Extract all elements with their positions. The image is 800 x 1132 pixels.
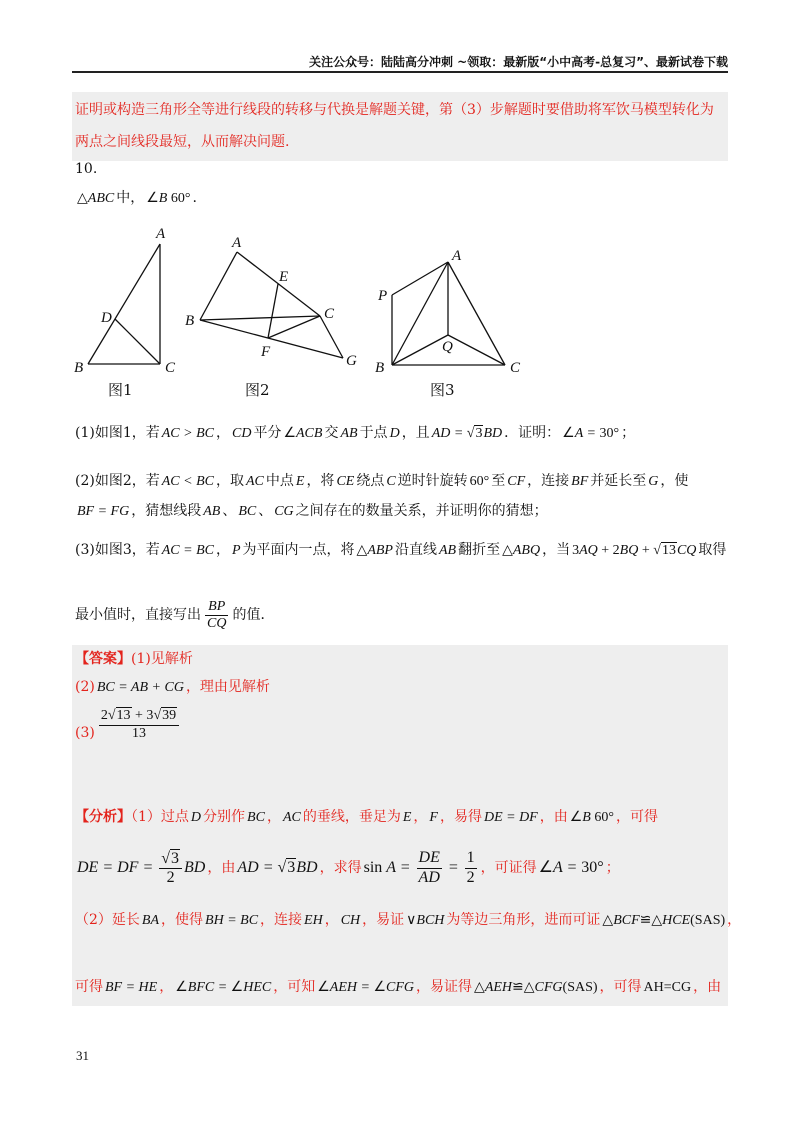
text-run: ，可知 xyxy=(273,979,316,995)
math-symbol: ∠ xyxy=(317,980,330,995)
math-text: B xyxy=(158,191,171,206)
text-run: ， xyxy=(413,809,428,825)
segment-ab xyxy=(200,252,237,320)
math-symbol: 30° xyxy=(581,859,604,876)
text-run: (3)如图3，若 xyxy=(75,542,160,558)
math-expression xyxy=(600,913,727,928)
math-text: DE = DF = xyxy=(77,859,158,876)
point-label-g: G xyxy=(346,353,357,369)
text-run: ， xyxy=(215,425,230,441)
math-text: BC xyxy=(238,504,257,519)
fraction-denominator xyxy=(159,868,182,887)
answer-line-2 xyxy=(75,676,725,698)
math-text: AC xyxy=(245,474,264,489)
radicand: 39 xyxy=(162,708,177,724)
math-text: = xyxy=(443,859,463,876)
math-text: EH xyxy=(304,913,323,928)
text-run: ， xyxy=(727,912,742,928)
answer-line-3 xyxy=(75,708,725,760)
math-text: CFG xyxy=(534,980,563,995)
math-symbol: 13 xyxy=(131,726,146,741)
text-run: . xyxy=(192,190,197,206)
math-expression xyxy=(338,426,359,441)
math-expression xyxy=(339,913,362,928)
math-expression xyxy=(281,426,324,441)
text-run: ，求得 xyxy=(319,860,362,876)
math-text: CE xyxy=(336,474,355,489)
math-symbol: ≌△ xyxy=(639,913,663,928)
math-symbol: 60° xyxy=(469,474,490,489)
math-text: BCH xyxy=(416,913,445,928)
math-text: AC < BC xyxy=(161,474,214,489)
analysis-line-4 xyxy=(75,976,725,998)
math-symbol: ∠ xyxy=(230,980,244,995)
problem-given xyxy=(75,187,725,209)
radicand: 13 xyxy=(116,708,131,724)
math-text: ABC xyxy=(87,191,115,206)
text-run: （2）延长 xyxy=(75,912,140,928)
text-run: (3) xyxy=(75,725,95,741)
question-2-line-1 xyxy=(75,470,725,492)
math-expression xyxy=(189,810,203,825)
point-label-a: A xyxy=(232,235,242,251)
text-run: 取得 xyxy=(698,542,727,558)
text-run: 交 xyxy=(324,425,339,441)
fraction-numerator xyxy=(465,849,477,867)
math-text: ABP xyxy=(367,543,393,558)
math-text: BD xyxy=(483,426,503,441)
math-text: AD = xyxy=(237,859,278,876)
analysis-line-1 xyxy=(75,806,725,828)
text-run: 分别作 xyxy=(203,809,246,825)
text-run: 翻折至 xyxy=(458,542,501,558)
math-expression xyxy=(568,810,616,825)
math-expression xyxy=(334,474,356,489)
math-text: AC xyxy=(282,810,301,825)
text-run: 可得 xyxy=(75,979,103,995)
math-text: D xyxy=(389,426,400,441)
math-expression xyxy=(75,504,131,519)
page-number: 31 xyxy=(76,1048,89,1063)
math-expression xyxy=(404,913,446,928)
math-expression xyxy=(537,859,606,876)
math-text: ABQ xyxy=(512,543,541,558)
math-text: E xyxy=(295,474,305,489)
math-symbol: 3 xyxy=(572,543,580,558)
math-expression xyxy=(230,543,243,558)
text-run: 最小值时，直接写出 xyxy=(75,607,201,623)
fraction-denominator xyxy=(465,868,477,887)
text-run: ，由 xyxy=(693,979,722,995)
radical-sign-icon xyxy=(653,543,661,558)
math-expression xyxy=(500,543,542,558)
math-expression xyxy=(468,474,492,489)
math-text: AQ xyxy=(579,543,598,558)
math-expression xyxy=(140,913,161,928)
text-run: 的垂线，垂足为 xyxy=(302,809,401,825)
math-symbol: + xyxy=(638,543,654,558)
radical-sign-icon xyxy=(277,859,286,876)
math-text: BP xyxy=(208,599,226,615)
math-expression xyxy=(281,810,303,825)
math-symbol: ≌△ xyxy=(512,980,535,995)
math-symbol: AH=CG xyxy=(643,980,692,995)
text-run: ，可得 xyxy=(599,979,642,995)
math-expression xyxy=(230,426,253,441)
math-symbol: 2 xyxy=(100,708,108,724)
math-expression xyxy=(201,504,222,519)
math-text: AEH = xyxy=(329,980,374,995)
point-label-c: C xyxy=(165,360,176,376)
math-text: BD xyxy=(296,859,318,876)
math-symbol: △ xyxy=(502,543,513,558)
section-label: 【答案】 xyxy=(75,651,131,667)
math-text: A = xyxy=(386,859,415,876)
math-text: AD = xyxy=(431,426,467,441)
math-expression xyxy=(430,426,504,441)
math-text: CG xyxy=(274,504,294,519)
math-expression xyxy=(569,474,590,489)
math-text: CQ xyxy=(676,543,697,558)
math-text: DE = DF xyxy=(483,810,538,825)
math-expression xyxy=(160,543,216,558)
math-text: AC > BC xyxy=(161,426,214,441)
math-text: HCE xyxy=(662,913,691,928)
math-text: BF xyxy=(571,474,589,489)
math-symbol: 2 xyxy=(166,869,175,887)
math-expression xyxy=(201,599,232,632)
math-text: CH xyxy=(340,913,361,928)
math-text: CD xyxy=(231,426,252,441)
text-run: (2) xyxy=(75,679,95,695)
math-symbol: (SAS) xyxy=(690,913,726,928)
math-text: BC xyxy=(247,810,265,825)
text-run: 逆时针旋转 xyxy=(397,473,468,489)
text-run: ； xyxy=(621,425,636,441)
figure-1 xyxy=(74,226,176,399)
square-root xyxy=(653,543,677,560)
math-text: AEH xyxy=(484,980,513,995)
segment-bg xyxy=(200,320,343,358)
math-symbol: ∠ xyxy=(175,980,188,995)
math-symbol: 60° xyxy=(594,810,614,825)
math-text: B xyxy=(582,810,595,825)
math-text: ACB xyxy=(296,426,323,441)
problem-number: 10. xyxy=(75,161,98,177)
segment-cg xyxy=(320,316,343,358)
segment-ab xyxy=(88,244,160,364)
math-symbol: ∠ xyxy=(538,859,554,876)
math-expression xyxy=(388,426,402,441)
math-text: D xyxy=(190,810,202,825)
text-run: ，将 xyxy=(306,473,335,489)
text-run: ，连接 xyxy=(527,473,570,489)
text-run: 中， xyxy=(116,190,145,206)
text-run: (1)如图1，若 xyxy=(75,425,160,441)
fraction-numerator xyxy=(417,849,442,867)
figure-caption: 图2 xyxy=(245,381,270,399)
math-symbol: ∠ xyxy=(373,980,387,995)
math-symbol: + 3 xyxy=(131,708,154,724)
math-expression xyxy=(244,474,266,489)
math-expression xyxy=(437,543,458,558)
point-label-f: F xyxy=(261,344,271,360)
math-text: AC = BC xyxy=(161,543,214,558)
figure-caption: 图1 xyxy=(108,381,133,399)
text-run: (1)见解析 xyxy=(131,651,193,667)
text-run: 至 xyxy=(491,473,506,489)
math-symbol: ∠ xyxy=(562,426,575,441)
fraction-numerator xyxy=(205,599,228,615)
math-expression xyxy=(315,980,416,995)
math-expression xyxy=(294,474,307,489)
math-text: HEC xyxy=(243,980,272,995)
math-text: BF = FG xyxy=(77,504,130,519)
text-run: ，使得 xyxy=(161,912,204,928)
math-symbol: + 2 xyxy=(597,543,620,558)
math-expression xyxy=(272,504,295,519)
text-run: ， xyxy=(324,912,339,928)
math-text: BH = BC xyxy=(205,913,259,928)
math-text: F xyxy=(429,810,438,825)
point-label-q: Q xyxy=(442,339,453,355)
square-root xyxy=(467,426,484,443)
math-symbol: (SAS) xyxy=(562,980,598,995)
math-text: A = xyxy=(574,426,600,441)
radicand: 13 xyxy=(661,543,676,558)
math-symbol: △ xyxy=(474,980,485,995)
segment-cf xyxy=(268,316,320,338)
text-run: 绕点 xyxy=(356,473,385,489)
analysis-line-3 xyxy=(75,909,742,931)
text-run: ，由 xyxy=(539,809,568,825)
math-text: A = xyxy=(553,859,582,876)
text-run: ； xyxy=(605,860,620,876)
math-symbol: 1 xyxy=(466,849,475,867)
square-root xyxy=(161,849,180,868)
math-text: BF = HE xyxy=(105,980,158,995)
header-banner: 关注公众号：陆陆高分冲刺 ~领取：最新版“小中高考-总复习”、最新试卷下载 xyxy=(309,55,728,69)
radicand: 3 xyxy=(475,426,483,441)
math-expression xyxy=(570,543,698,558)
figure-2 xyxy=(185,235,357,399)
math-symbol: △ xyxy=(602,913,614,928)
fraction xyxy=(465,849,477,887)
math-text: G xyxy=(648,474,659,489)
math-text: C xyxy=(386,474,396,489)
point-label-c: C xyxy=(324,306,335,322)
point-label-d: D xyxy=(101,310,112,326)
math-symbol: ∨ xyxy=(406,913,417,928)
math-text: BCF xyxy=(613,913,640,928)
text-run: ，易证得 xyxy=(416,979,473,995)
math-symbol: ∠ xyxy=(569,810,583,825)
math-expression xyxy=(95,708,183,741)
point-label-p: P xyxy=(378,288,388,304)
math-expression xyxy=(235,859,319,876)
math-expression xyxy=(646,474,660,489)
segment-bc xyxy=(200,316,320,320)
text-run: 平分 xyxy=(253,425,282,441)
math-expression xyxy=(560,426,621,441)
math-expression xyxy=(482,810,540,825)
note-line-2: 两点之间线段最短，从而解决问题. xyxy=(75,134,290,150)
math-text: CQ xyxy=(207,616,227,632)
text-run: 并延长至 xyxy=(590,473,647,489)
point-label-a: A xyxy=(452,248,462,264)
fraction-denominator xyxy=(99,725,179,742)
text-run: (2)如图2，若 xyxy=(75,473,160,489)
figure-caption: 图3 xyxy=(430,381,455,399)
fraction xyxy=(417,849,442,887)
text-run: ，连接 xyxy=(260,912,303,928)
fraction xyxy=(205,599,228,632)
text-run: ，可得 xyxy=(615,809,658,825)
text-run: 、 xyxy=(222,503,237,519)
math-expression xyxy=(505,474,527,489)
math-text: AB xyxy=(340,426,358,441)
text-run: （1）过点 xyxy=(131,809,189,825)
note-line-1: 证明或构造三角形全等进行线段的转移与代换是解题关键，第（3）步解题时要借助将军饮马模型转化为 xyxy=(75,102,714,118)
math-expression xyxy=(95,680,186,695)
fraction xyxy=(99,708,179,742)
fraction-numerator xyxy=(159,849,182,868)
math-text: BQ xyxy=(619,543,639,558)
math-text: BC = AB + CG xyxy=(96,680,184,695)
point-label-e: E xyxy=(279,269,289,285)
text-run: ，易得 xyxy=(439,809,482,825)
point-label-b: B xyxy=(375,360,385,376)
math-symbol: sin xyxy=(363,859,387,876)
text-run: ，猜想线段 xyxy=(131,503,202,519)
figure-3 xyxy=(375,248,521,399)
text-run: 之间存在的数量关系，并证明你的猜想； xyxy=(295,503,548,519)
math-expression xyxy=(75,191,116,206)
fraction-denominator xyxy=(417,868,442,887)
text-run: ， xyxy=(215,542,230,558)
radical-sign-icon xyxy=(153,708,161,723)
text-run: ， xyxy=(266,809,281,825)
math-expression xyxy=(75,849,207,887)
text-run: ．证明： xyxy=(504,425,561,441)
math-symbol: ∠ xyxy=(283,426,296,441)
math-symbol: △ xyxy=(77,191,88,206)
segment-ef xyxy=(268,284,278,338)
math-text: DE xyxy=(418,849,440,867)
geometry-figures xyxy=(72,222,552,402)
math-expression xyxy=(103,980,159,995)
radicand: 3 xyxy=(171,849,180,867)
math-text: CF xyxy=(507,474,526,489)
question-2-line-2 xyxy=(75,500,725,522)
fraction-denominator xyxy=(205,615,228,632)
section-label: 【分析】 xyxy=(75,809,131,825)
radicand: 3 xyxy=(287,859,296,876)
point-label-b: B xyxy=(74,360,84,376)
analysis-line-2 xyxy=(75,845,725,891)
math-symbol: ∠ xyxy=(146,191,159,206)
point-label-b: B xyxy=(185,313,195,329)
math-expression xyxy=(160,426,216,441)
math-expression xyxy=(236,504,258,519)
math-expression xyxy=(245,810,267,825)
math-symbol: △ xyxy=(356,543,368,558)
math-symbol: 30° xyxy=(599,426,620,441)
square-root xyxy=(153,708,177,725)
math-text: AB xyxy=(438,543,457,558)
text-run: ，当 xyxy=(542,542,571,558)
math-expression xyxy=(160,474,216,489)
point-label-c: C xyxy=(510,360,521,376)
radical-sign-icon xyxy=(161,850,170,867)
text-run: ，使 xyxy=(660,473,689,489)
header-divider xyxy=(72,71,728,73)
math-expression xyxy=(384,474,397,489)
text-run: ，取 xyxy=(215,473,244,489)
math-expression xyxy=(203,913,260,928)
math-text: P xyxy=(231,543,241,558)
text-run: 沿直线 xyxy=(394,542,437,558)
text-run: ， xyxy=(159,979,174,995)
text-run: 的值． xyxy=(232,607,275,623)
math-text: CFG xyxy=(386,980,415,995)
text-run: 、 xyxy=(258,503,273,519)
text-run: ，易证 xyxy=(362,912,405,928)
math-expression xyxy=(642,980,694,995)
segment-dc xyxy=(115,319,160,364)
text-run: 为等边三角形，进而可证 xyxy=(446,912,601,928)
math-text: AB xyxy=(203,504,221,519)
text-run: 于点 xyxy=(359,425,388,441)
question-1 xyxy=(75,422,725,444)
question-3-line-1 xyxy=(75,539,725,561)
text-run: ，由 xyxy=(207,860,236,876)
math-expression xyxy=(401,810,414,825)
fraction xyxy=(159,849,182,888)
math-expression xyxy=(144,191,192,206)
math-expression xyxy=(355,543,395,558)
square-root xyxy=(108,708,132,725)
math-text: BA xyxy=(141,913,160,928)
math-expression xyxy=(427,810,440,825)
question-3-line-2 xyxy=(75,592,725,638)
text-run: ，且 xyxy=(401,425,430,441)
text-run: ，理由见解析 xyxy=(185,679,270,695)
text-run: ，可证得 xyxy=(480,860,537,876)
answer-line-1 xyxy=(75,648,725,670)
math-text: BD xyxy=(184,859,206,876)
math-symbol: 60° xyxy=(170,191,191,206)
text-run: 为平面内一点，将 xyxy=(242,542,355,558)
text-run: 中点 xyxy=(265,473,294,489)
fraction-numerator xyxy=(99,708,179,725)
point-label-a: A xyxy=(156,226,166,242)
math-text: BFC = xyxy=(187,980,231,995)
math-expression xyxy=(302,913,325,928)
radical-sign-icon xyxy=(108,708,116,723)
math-expression xyxy=(472,980,600,995)
math-text: AD xyxy=(418,868,440,886)
math-expression xyxy=(173,980,273,995)
math-text: E xyxy=(402,810,412,825)
math-symbol: 2 xyxy=(466,868,475,886)
square-root xyxy=(277,858,296,877)
math-expression xyxy=(362,849,481,886)
